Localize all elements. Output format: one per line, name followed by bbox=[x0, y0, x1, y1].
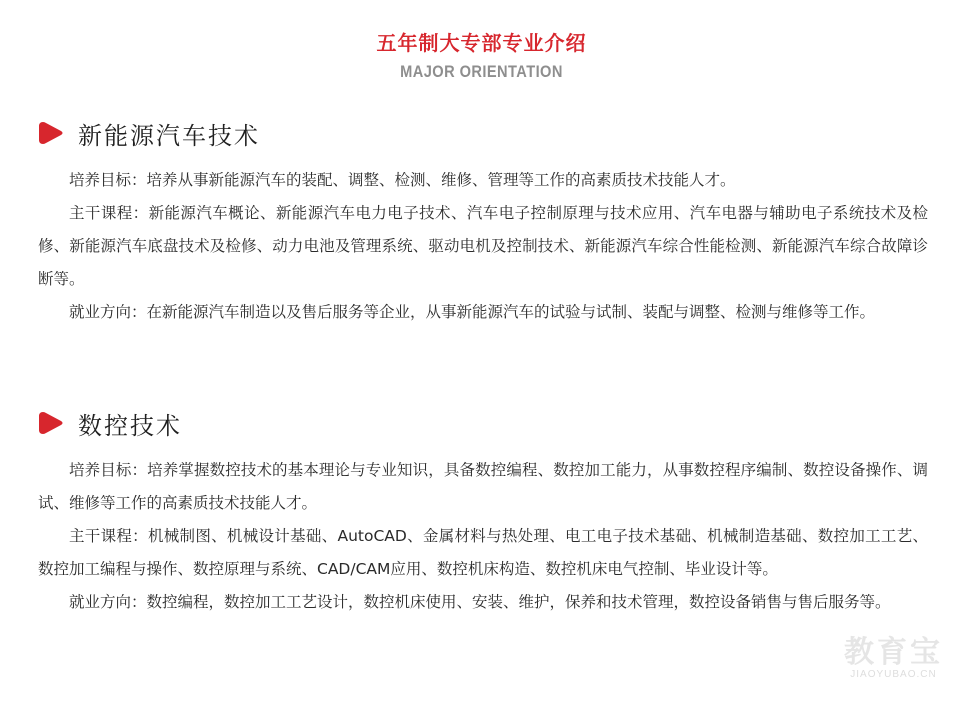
page-title: 五年制大专部专业介绍 bbox=[376, 31, 587, 55]
section-title: 新能源汽车技术 bbox=[78, 121, 260, 150]
section-body bbox=[38, 164, 928, 329]
play-marker-icon bbox=[38, 410, 64, 436]
section-heading bbox=[38, 113, 928, 153]
major-section-new-energy-vehicle bbox=[38, 113, 928, 329]
section-title: 数控技术 bbox=[78, 411, 182, 440]
site-watermark bbox=[844, 637, 943, 680]
career-direction-paragraph: 就业方向：数控编程，数控加工工艺设计，数控机床使用、安装、维护，保养和技术管理，数控设备销售与售后服务等。 bbox=[69, 593, 891, 611]
play-marker-icon bbox=[38, 120, 64, 146]
core-courses-paragraph: 主干课程：新能源汽车概论、新能源汽车电力电子技术、汽车电子控制原理与技术应用、汽车电器与辅助电子系统技术及检修、新能源汽车底盘技术及检修、动力电池及管理系统、驱动电机及控制技术、新能源汽车综合性能检测、新能源汽车综合故障诊断等。 bbox=[38, 204, 928, 288]
page-header bbox=[0, 30, 963, 82]
core-courses-paragraph: 主干课程：机械制图、机械设计基础、AutoCAD、金属材料与热处理、电工电子技术基础、机械制造基础、数控加工工艺、数控加工编程与操作、数控原理与系统、CAD/CAM应用、数控机床构造、数控机床电气控制、毕业设计等。 bbox=[38, 527, 928, 578]
section-body bbox=[38, 454, 928, 619]
training-goal-paragraph: 培养目标：培养从事新能源汽车的装配、调整、检测、维修、管理等工作的高素质技术技能人才。 bbox=[69, 171, 736, 189]
career-direction-paragraph: 就业方向：在新能源汽车制造以及售后服务等企业，从事新能源汽车的试验与试制、装配与调整、检测与维修等工作。 bbox=[69, 303, 876, 321]
watermark-url: JIAOYUBAO.CN bbox=[850, 669, 937, 680]
page-subtitle: MAJOR ORIENTATION bbox=[400, 62, 563, 81]
training-goal-paragraph: 培养目标：培养掌握数控技术的基本理论与专业知识，具备数控编程、数控加工能力，从事数控程序编制、数控设备操作、调试、维修等工作的高素质技术技能人才。 bbox=[38, 461, 928, 512]
section-heading bbox=[38, 403, 928, 443]
watermark-logo: 教育宝 bbox=[844, 635, 943, 670]
major-section-cnc-technology bbox=[38, 403, 928, 619]
